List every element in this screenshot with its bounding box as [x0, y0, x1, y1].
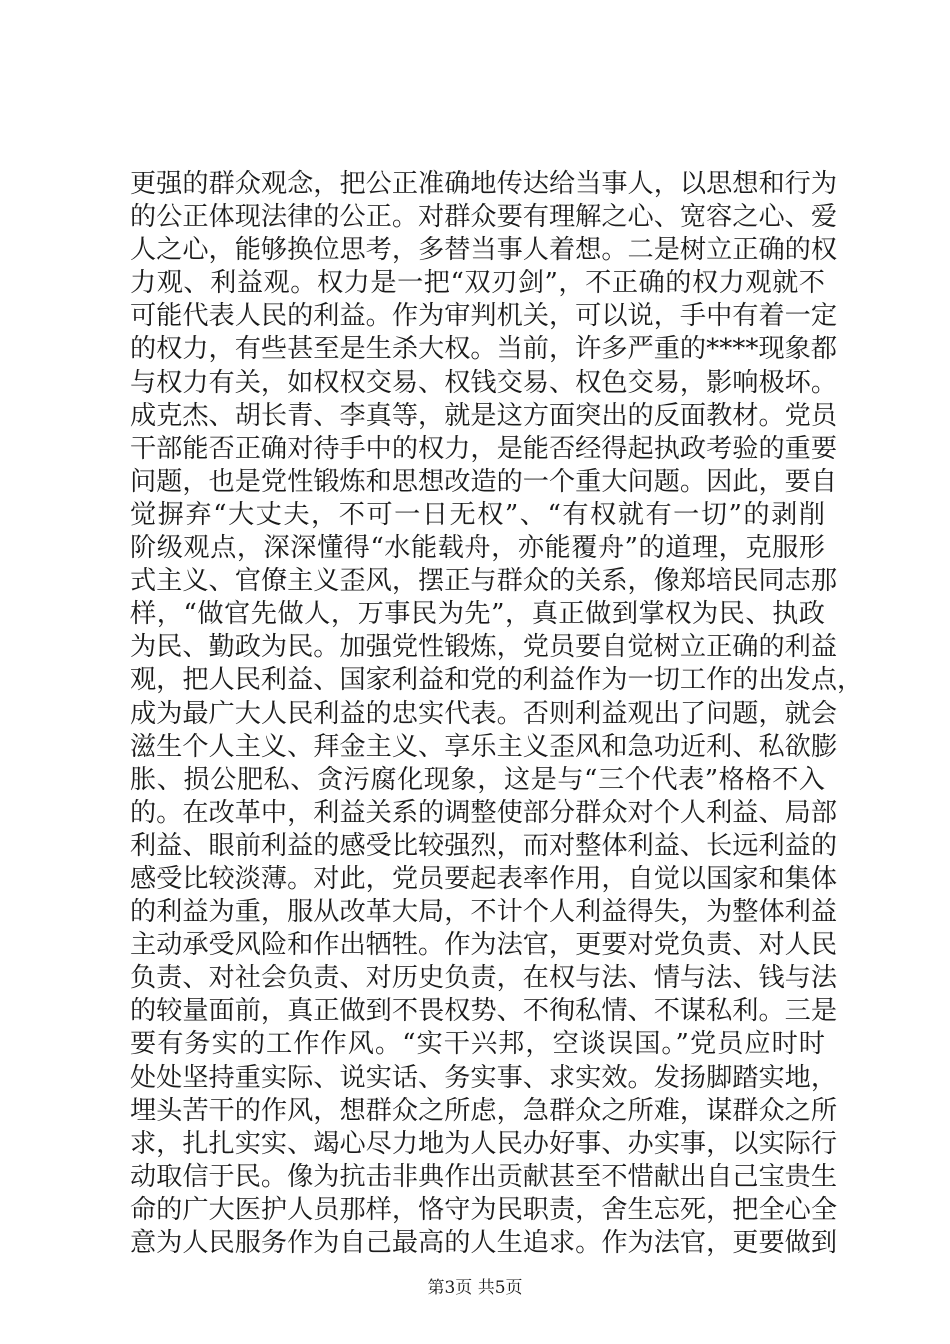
text-line: 的。在改革中，利益关系的调整使部分群众对个人利益、局部 [130, 797, 838, 828]
text-line: 感受比较淡薄。对此，党员要起表率作用，自觉以国家和集体 [130, 863, 838, 894]
text-line: 与权力有关，如权权交易、权钱交易、权色交易，影响极坏。 [130, 367, 838, 398]
text-line: 求，扎扎实实、竭心尽力地为人民办好事、办实事，以实际行 [130, 1128, 838, 1159]
text-line: 动取信于民。像为抗击非典作出贡献甚至不惜献出自己宝贵生 [130, 1161, 838, 1192]
text-line: 人之心，能够换位思考，多替当事人着想。二是树立正确的权 [130, 235, 838, 266]
text-line: 主动承受风险和作出牺牲。作为法官，更要对党负责、对人民 [130, 930, 838, 961]
text-line: 的公正体现法律的公正。对群众要有理解之心、宽容之心、爱 [130, 202, 838, 233]
text-line: 成为最广大人民利益的忠实代表。否则利益观出了问题，就会 [130, 698, 838, 729]
text-line: 样，“做官先做人，万事民为先”，真正做到掌权为民、执政 [130, 599, 825, 630]
text-line: 埋头苦干的作风，想群众之所虑，急群众之所难，谋群众之所 [130, 1095, 838, 1126]
text-line: 要有务实的工作作风。“实干兴邦，空谈误国。”党员应时时 [130, 1029, 825, 1060]
text-line: 的较量面前，真正做到不畏权势、不徇私情、不谋私利。三是 [130, 996, 838, 1027]
text-line: 胀、损公肥私、贪污腐化现象，这是与“三个代表”格格不入 [130, 764, 825, 795]
text-line: 阶级观点，深深懂得“水能载舟，亦能覆舟”的道理，克服形 [130, 533, 825, 564]
text-line: 更强的群众观念，把公正准确地传达给当事人，以思想和行为 [130, 169, 838, 199]
text-line: 处处坚持重实际、说实话、务实事、求实效。发扬脚踏实地， [130, 1062, 838, 1093]
text-line: 为民、勤政为民。加强党性锻炼，党员要自觉树立正确的利益 [130, 632, 838, 663]
text-line: 成克杰、胡长青、李真等，就是这方面突出的反面教材。党员 [130, 400, 838, 431]
text-line: 干部能否正确对待手中的权力，是能否经得起执政考验的重要 [130, 433, 838, 464]
text-line: 觉摒弃“大丈夫，不可一日无权”、“有权就有一切”的剥削 [130, 499, 825, 530]
body-text [130, 168, 864, 1260]
text-line: 命的广大医护人员那样，恪守为民职责，舍生忘死，把全心全 [130, 1194, 838, 1225]
text-line: 的权力，有些甚至是生杀大权。当前，许多严重的****现象都 [130, 334, 838, 365]
text-line: 观，把人民利益、国家利益和党的利益作为一切工作的出发点， [130, 665, 864, 696]
text-line: 负责、对社会负责、对历史负责，在权与法、情与法、钱与法 [130, 963, 838, 994]
text-line: 的利益为重，服从改革大局，不计个人利益得失，为整体利益 [130, 897, 838, 928]
text-line: 滋生个人主义、拜金主义、享乐主义歪风和急功近利、私欲膨 [130, 731, 838, 762]
text-line: 问题，也是党性锻炼和思想改造的一个重大问题。因此，要自 [130, 466, 838, 497]
text-line: 意为人民服务作为自己最高的人生追求。作为法官，更要做到 [130, 1228, 838, 1258]
page-footer: 第3页 共5页 [427, 1278, 523, 1298]
text-line: 式主义、官僚主义歪风，摆正与群众的关系，像郑培民同志那 [130, 566, 838, 597]
text-line: 可能代表人民的利益。作为审判机关，可以说，手中有着一定 [130, 301, 838, 332]
text-line: 力观、利益观。权力是一把“双刃剑”，不正确的权力观就不 [130, 268, 825, 299]
text-line: 利益、眼前利益的感受比较强烈，而对整体利益、长远利益的 [130, 830, 838, 861]
